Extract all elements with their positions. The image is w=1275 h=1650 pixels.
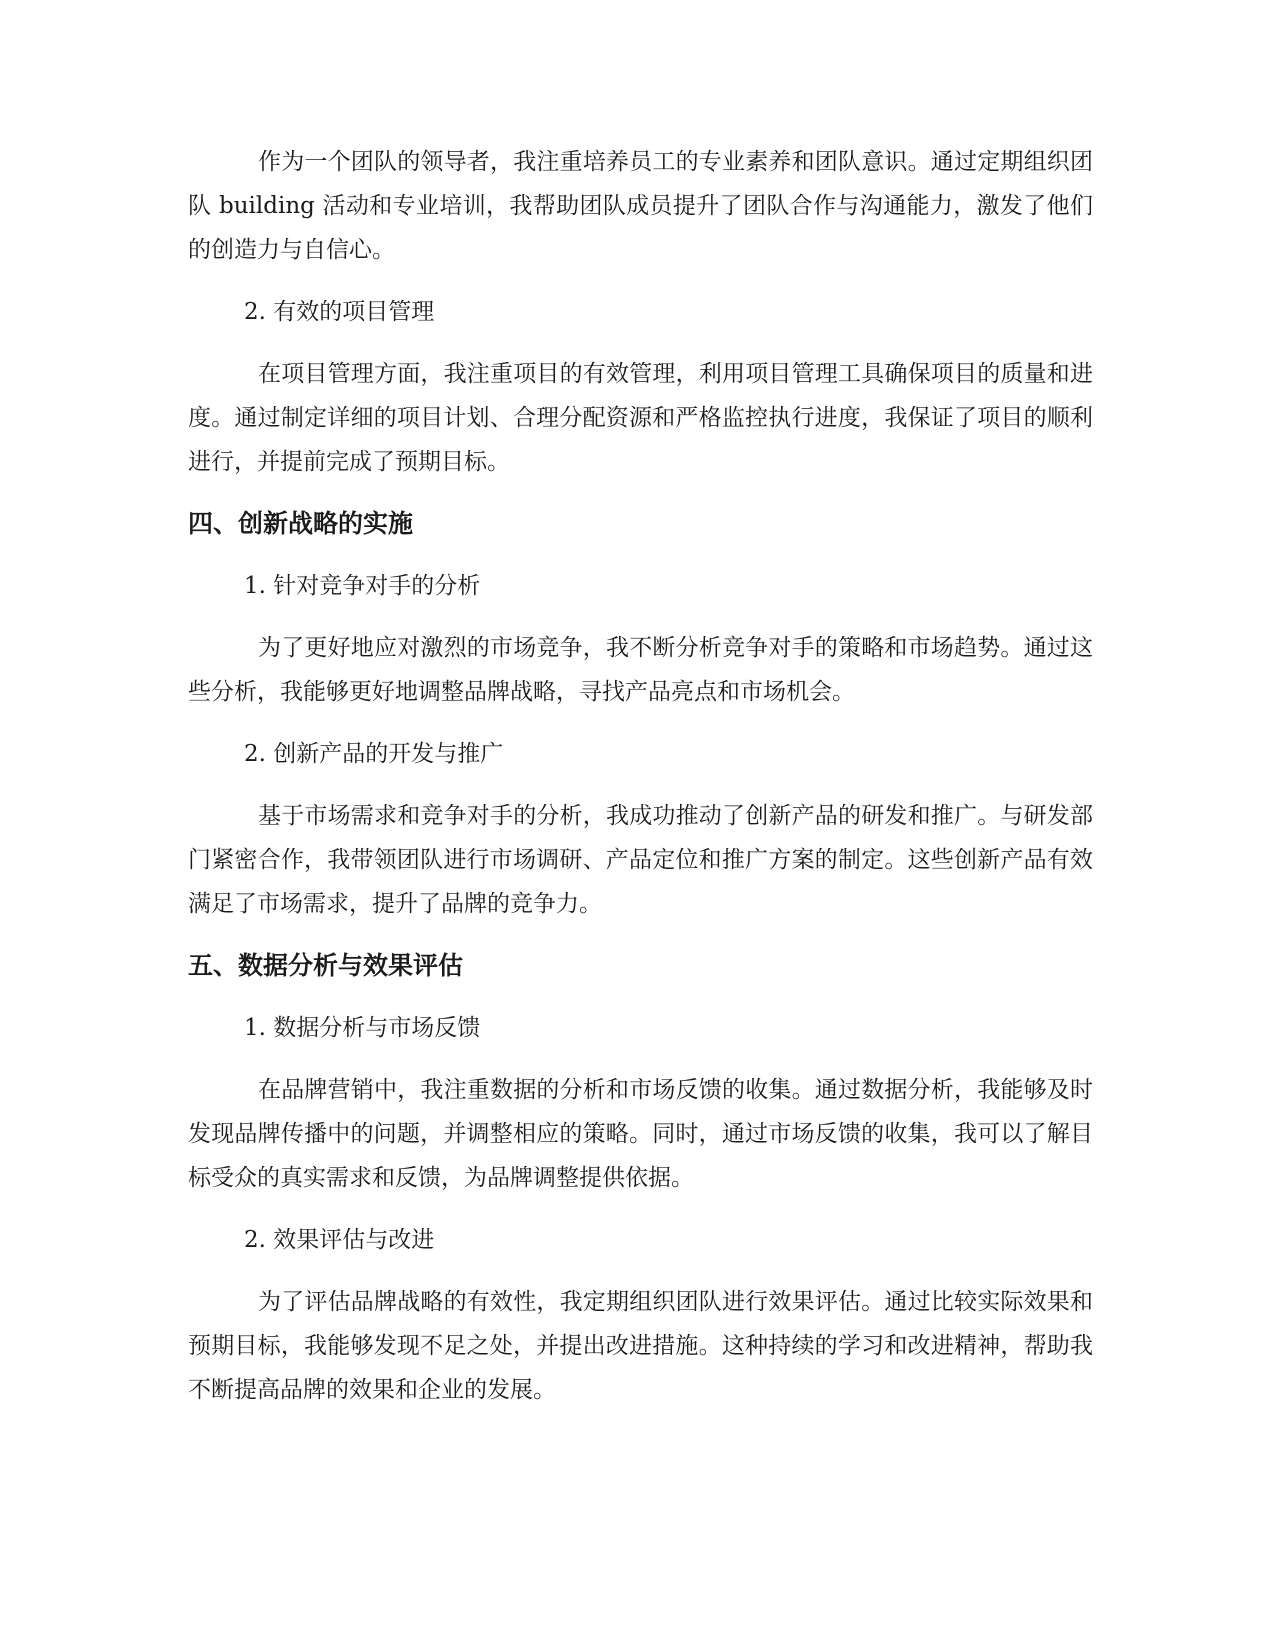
section-heading-innovation: 四、创新战略的实施 [188,509,414,538]
section-heading-data-analysis: 五、数据分析与效果评估 [188,951,464,980]
paragraph-market-feedback: 在品牌营销中，我注重数据的分析和市场反馈的收集。通过数据分析，我能够及时发现品牌传播中的问题，并调整相应的策略。同时，通过市场反馈的收集，我可以了解目标受众的真实需求和反馈，为品牌调整提供依据。 [188,1077,1093,1191]
paragraph-evaluation: 为了评估品牌战略的有效性，我定期组织团队进行效果评估。通过比较实际效果和预期目标，我能够发现不足之处，并提出改进措施。这种持续的学习和改进精神，帮助我不断提高品牌的效果和企业的发展。 [188,1289,1093,1403]
subheading-market-feedback: 1. 数据分析与市场反馈 [244,1015,481,1041]
paragraph-competitor-analysis: 为了更好地应对激烈的市场竞争，我不断分析竞争对手的策略和市场趋势。通过这些分析，我能够更好地调整品牌战略，寻找产品亮点和市场机会。 [188,635,1093,705]
subheading-competitor-analysis: 1. 针对竞争对手的分析 [244,573,481,599]
subheading-project-management: 2. 有效的项目管理 [244,299,435,325]
document-page [188,140,1093,1430]
paragraph-product-development: 基于市场需求和竞争对手的分析，我成功推动了创新产品的研发和推广。与研发部门紧密合作，我带领团队进行市场调研、产品定位和推广方案的制定。这些创新产品有效满足了市场需求，提升了品牌的竞争力。 [188,803,1093,917]
paragraph-team-leadership: 作为一个团队的领导者，我注重培养员工的专业素养和团队意识。通过定期组织团队 building 活动和专业培训，我帮助团队成员提升了团队合作与沟通能力，激发了他们的创造力与自信心。 [188,149,1093,263]
subheading-product-development: 2. 创新产品的开发与推广 [244,741,504,767]
subheading-evaluation: 2. 效果评估与改进 [244,1227,435,1253]
paragraph-project-management: 在项目管理方面，我注重项目的有效管理，利用项目管理工具确保项目的质量和进度。通过制定详细的项目计划、合理分配资源和严格监控执行进度，我保证了项目的顺利进行，并提前完成了预期目标。 [188,361,1093,475]
